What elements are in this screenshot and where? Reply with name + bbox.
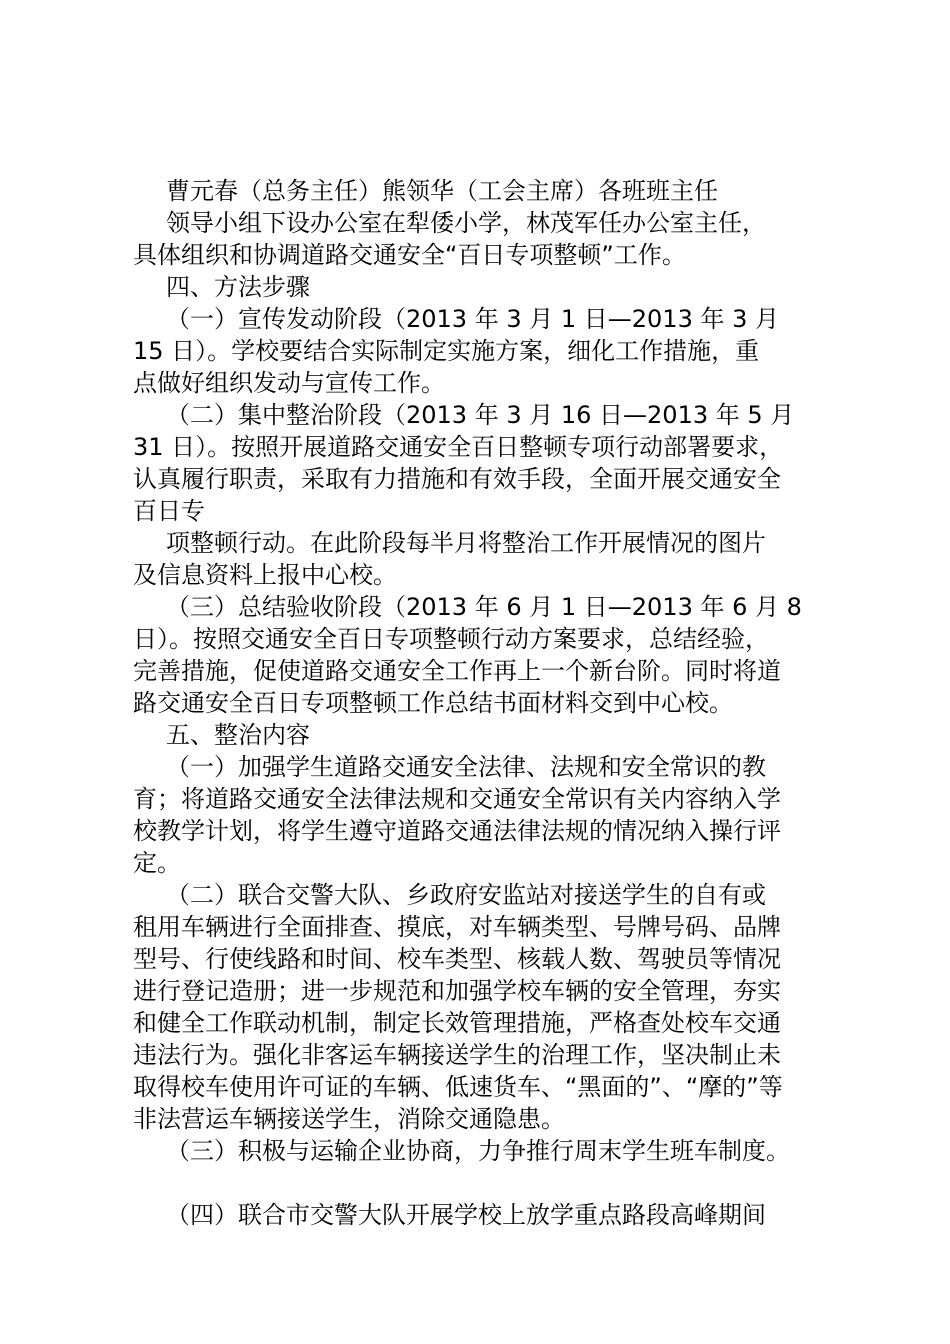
text-line: 15 日）。学校要结合实际制定实施方案，细化工作措施，重 bbox=[133, 337, 760, 365]
text-line: 定。 bbox=[133, 849, 181, 877]
text-line: 曹元春（总务主任）熊领华（工会主席）各班班主任 bbox=[166, 177, 718, 205]
text-line: （二）联合交警大队、乡政府安监站对接送学生的自有或 bbox=[166, 881, 766, 909]
text-line: （四）联合市交警大队开展学校上放学重点路段高峰期间 bbox=[166, 1201, 766, 1229]
text-line: （一）宣传发动阶段（2013 年 3 月 1 日—2013 年 3 月 bbox=[166, 305, 779, 333]
text-line: 和健全工作联动机制，制定长效管理措施，严格查处校车交通 bbox=[133, 1009, 781, 1037]
text-line: 路交通安全百日专项整顿工作总结书面材料交到中心校。 bbox=[133, 689, 733, 717]
text-line: 点做好组织发动与宣传工作。 bbox=[133, 369, 445, 397]
text-line: 型号、行使线路和时间、校车类型、核载人数、驾驶员等情况 bbox=[133, 945, 781, 973]
text-line: （三）积极与运输企业协商，力争推行周末学生班车制度。 bbox=[166, 1137, 790, 1165]
text-line: 进行登记造册；进一步规范和加强学校车辆的安全管理，夯实 bbox=[133, 977, 781, 1005]
text-line: 领导小组下设办公室在犁倭小学，林茂军任办公室主任， bbox=[166, 209, 766, 237]
text-line: 日）。按照交通安全百日专项整顿行动方案要求，总结经验， bbox=[133, 625, 769, 653]
text-line: 完善措施，促使道路交通安全工作再上一个新台阶。同时将道 bbox=[133, 657, 781, 685]
text-line: 非法营运车辆接送学生，消除交通隐患。 bbox=[133, 1105, 565, 1133]
section-heading: 五、整治内容 bbox=[166, 721, 310, 749]
text-line: 校教学计划，将学生遵守道路交通法律法规的情况纳入操行评 bbox=[133, 817, 781, 845]
section-heading: 四、方法步骤 bbox=[166, 273, 310, 301]
text-line: 项整顿行动。在此阶段每半月将整治工作开展情况的图片 bbox=[166, 529, 766, 557]
text-line: 31 日）。按照开展道路交通安全百日整顿专项行动部署要求， bbox=[133, 433, 784, 461]
text-line: 及信息资料上报中心校。 bbox=[133, 561, 397, 589]
text-line: 取得校车使用许可证的车辆、低速货车、“黑面的”、“摩的”等 bbox=[133, 1073, 783, 1101]
text-line: 具体组织和协调道路交通安全“百日专项整顿”工作。 bbox=[133, 241, 686, 269]
text-line: 百日专 bbox=[133, 497, 205, 525]
text-line: 租用车辆进行全面排查、摸底，对车辆类型、号牌号码、品牌 bbox=[133, 913, 781, 941]
text-line: （二）集中整治阶段（2013 年 3 月 16 日—2013 年 5 月 bbox=[166, 401, 795, 429]
text-line: （三）总结验收阶段（2013 年 6 月 1 日—2013 年 6 月 8 bbox=[166, 593, 802, 621]
text-line: （一）加强学生道路交通安全法律、法规和安全常识的教 bbox=[166, 753, 766, 781]
text-line: 育；将道路交通安全法律法规和交通安全常识有关内容纳入学 bbox=[133, 785, 781, 813]
text-line: 违法行为。强化非客运车辆接送学生的治理工作，坚决制止未 bbox=[133, 1041, 781, 1069]
text-line: 认真履行职责，采取有力措施和有效手段，全面开展交通安全 bbox=[133, 465, 781, 493]
